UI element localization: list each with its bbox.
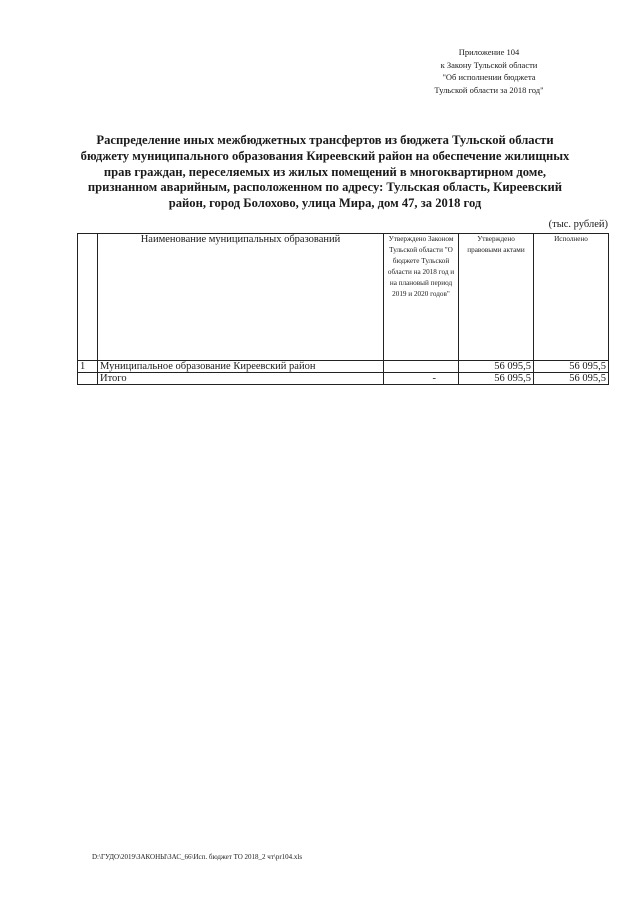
row-name: Муниципальное образование Киреевский район xyxy=(98,361,384,373)
total-label: Итого xyxy=(98,373,384,385)
row-executed: 56 095,5 xyxy=(534,361,609,373)
header-name: Наименование муниципальных образований xyxy=(98,234,384,361)
appendix-header xyxy=(360,46,618,96)
row-num: 1 xyxy=(78,361,98,373)
appendix-line-1: Приложение 104 xyxy=(458,47,520,57)
header-num xyxy=(78,234,98,361)
document-title: Распределение иных межбюджетных трансфертов из бюджета Тульской области бюджету муниципального образования Киреевский район на обеспечение жилищных прав граждан, переселяемых из жилых помещений в многоквартирном доме, признанном аварийным, расположенном по адресу: Тульская область, Киреевский район, город Болохово, улица Мира, дом 47, за 2018 год xyxy=(80,133,570,211)
file-path-footer: D:\ГУДО\2019\ЗАКОНЫ\ЗАС_66\Исп. бюджет ТО 2018_2 чт\pr104.xls xyxy=(92,853,303,861)
total-executed: 56 095,5 xyxy=(534,373,609,385)
table-header-row xyxy=(78,234,609,361)
header-approved-acts: Утверждено правовыми актами xyxy=(459,234,534,361)
appendix-line-2: к Закону Тульской области xyxy=(440,59,538,70)
row-approved-acts: 56 095,5 xyxy=(459,361,534,373)
table-total-row xyxy=(78,373,609,385)
header-approved-law: Утверждено Законом Тульской области "О бюджете Тульской области на 2018 год и на плановый период 2019 и 2020 годов" xyxy=(384,234,459,361)
units-label: (тыс. рублей) xyxy=(548,219,608,230)
table-row xyxy=(78,361,609,373)
appendix-line-4: Тульской области за 2018 год" xyxy=(434,84,544,95)
transfers-table xyxy=(77,233,609,385)
header-executed: Исполнено xyxy=(534,234,609,361)
total-approved-acts: 56 095,5 xyxy=(459,373,534,385)
row-approved-law xyxy=(384,361,459,373)
total-approved-law: - xyxy=(384,373,459,385)
appendix-line-3: "Об исполнении бюджета xyxy=(442,72,536,83)
total-num xyxy=(78,373,98,385)
